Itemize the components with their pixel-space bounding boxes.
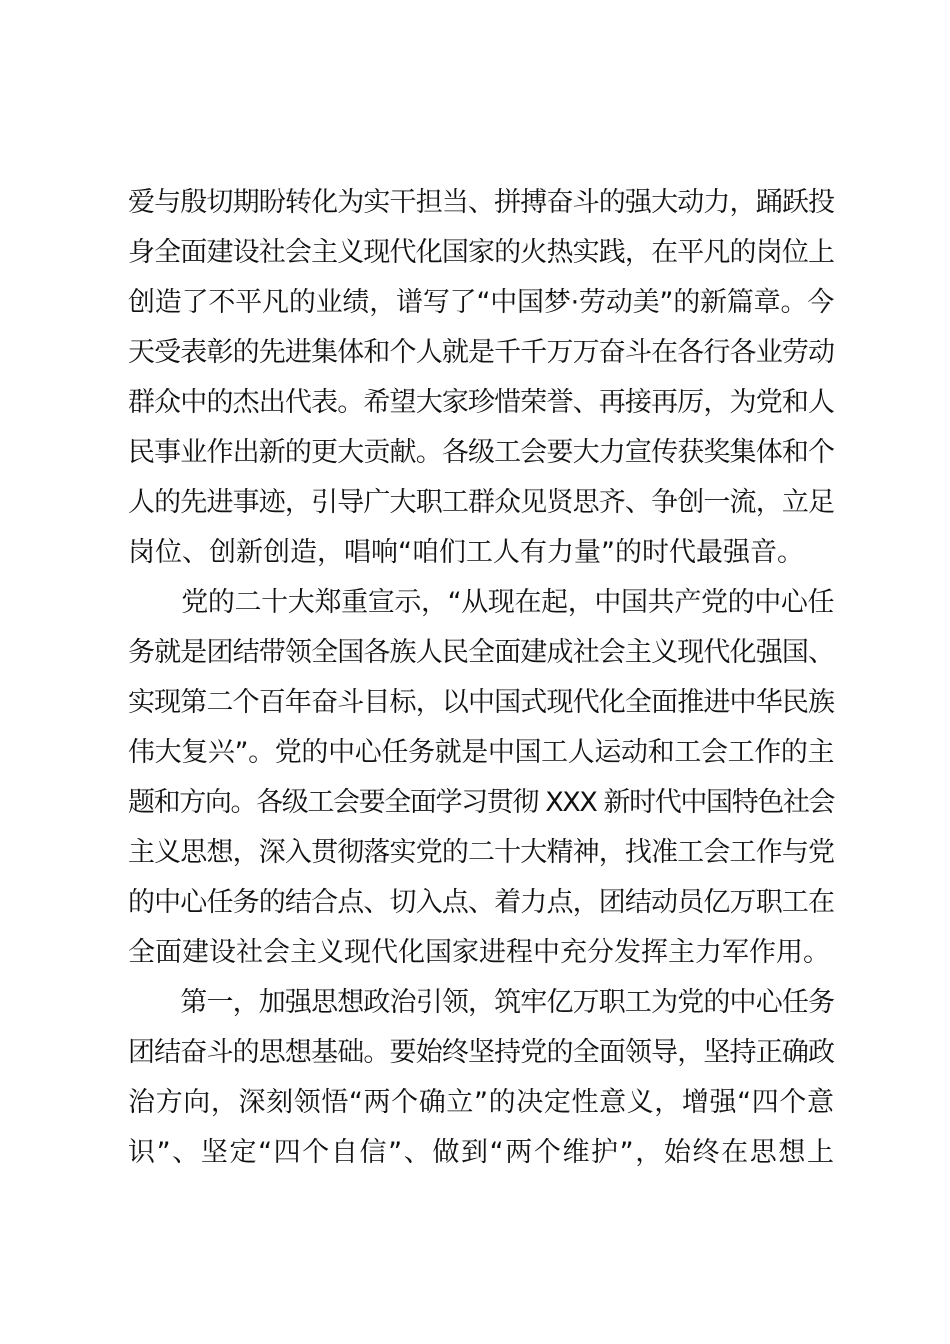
text-line-paragraph-end: 岗位、创新创造，唱响“咱们工人有力量”的时代最强音。 <box>128 537 804 568</box>
text-line: 创造了不平凡的业绩，谱写了“中国梦·劳动美”的新篇章。今 <box>128 287 834 318</box>
text-line: 人的先进事迹，引导广大职工群众见贤思齐、争创一流，立足 <box>128 487 834 518</box>
text-line-paragraph-start: 第一，加强思想政治引领，筑牢亿万职工为党的中心任务 <box>128 987 834 1018</box>
text-line: 主义思想，深入贯彻落实党的二十大精神，找准工会工作与党 <box>128 837 834 868</box>
text-line: 天受表彰的先进集体和个人就是千千万万奋斗在各行各业劳动 <box>128 337 834 368</box>
text-line-paragraph-start: 党的二十大郑重宣示，“从现在起，中国共产党的中心任 <box>128 587 834 618</box>
body-text <box>128 178 834 1178</box>
text-line: 团结奋斗的思想基础。要始终坚持党的全面领导，坚持正确政 <box>128 1037 834 1068</box>
text-line: 伟大复兴”。党的中心任务就是中国工人运动和工会工作的主 <box>128 737 834 768</box>
text-line: 爱与殷切期盼转化为实干担当、拼搏奋斗的强大动力，踊跃投 <box>128 187 834 218</box>
text-line: 识”、坚定“四个自信”、做到“两个维护”，始终在思想上 <box>128 1137 834 1168</box>
text-line-paragraph-end: 全面建设社会主义现代化国家进程中充分发挥主力军作用。 <box>128 937 830 968</box>
text-line: 民事业作出新的更大贡献。各级工会要大力宣传获奖集体和个 <box>128 437 834 468</box>
text-line: 的中心任务的结合点、切入点、着力点，团结动员亿万职工在 <box>128 887 834 918</box>
text-line: 治方向，深刻领悟“两个确立”的决定性意义，增强“四个意 <box>128 1087 834 1118</box>
text-line: 群众中的杰出代表。希望大家珍惜荣誉、再接再厉，为党和人 <box>128 387 834 418</box>
text-line: 实现第二个百年奋斗目标，以中国式现代化全面推进中华民族 <box>128 687 834 718</box>
text-line: 务就是团结带领全国各族人民全面建成社会主义现代化强国、 <box>128 637 834 668</box>
text-line: 题和方向。各级工会要全面学习贯彻 XXX 新时代中国特色社会 <box>128 787 834 818</box>
text-line: 身全面建设社会主义现代化国家的火热实践，在平凡的岗位上 <box>128 237 834 268</box>
